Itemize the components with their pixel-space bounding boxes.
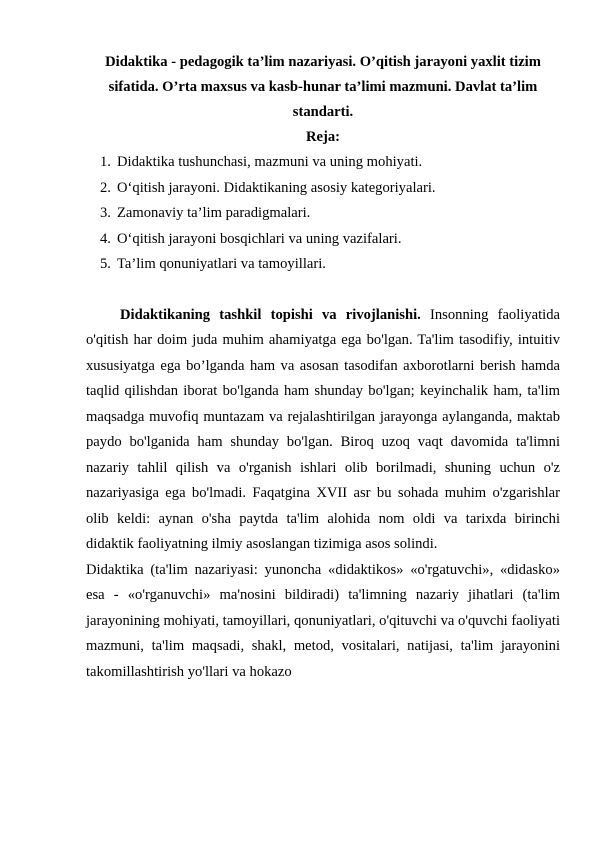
plan-item-text: O‘qitish jarayoni bosqichlari va uning vazifalari. [117, 230, 402, 247]
plan-item-number: 1. [100, 154, 111, 170]
plan-item-text: Didaktika tushunchasi, mazmuni va uning mohiyati. [117, 154, 423, 170]
document-title: Didaktika - pedagogik ta’lim nazariyasi. O’qitish jarayoni yaxlit tizim sifatida. O’rta maxsus va kasb-hunar ta’limi mazmuni. Davlat ta’lim standarti. [105, 54, 541, 120]
paragraph-definition: Didaktika (ta'lim nazariyasi: yunoncha «didaktikos» «o'rgatuvchi», «didasko» esa - «o'rganuvchi» ma'nosini bildiradi) ta'limning nazariy jihatlari (ta'lim jarayonining mohiyati, tamoyillari, qonuniyatlari, o'qituvchi va o'quvchi faoliyati mazmuni, ta'lim maqsadi, shakl, metod, vositalari, natijasi, ta'lim jarayonini takomillashtirish yo'llari va hokazo [86, 561, 560, 680]
blank-line [86, 278, 560, 303]
plan-item [86, 252, 560, 278]
plan-item-number: 2. [100, 179, 111, 196]
paragraph-history [86, 303, 560, 558]
paragraph-lead: Didaktikaning tashkil topishi va rivojlanishi. [120, 306, 421, 323]
plan-list [86, 150, 560, 278]
plan-item-number: 5. [100, 256, 111, 272]
plan-item-number: 4. [100, 230, 111, 247]
plan-item-text: O‘qitish jarayoni. Didaktikaning asosiy kategoriyalari. [117, 179, 436, 196]
plan-item-number: 3. [100, 205, 111, 221]
plan-item-text: Ta’lim qonuniyatlari va tamoyillari. [117, 256, 326, 272]
plan-item [86, 150, 560, 176]
plan-heading: Reja: [305, 129, 341, 145]
plan-item [86, 176, 560, 202]
plan-item [86, 227, 560, 253]
paragraph-text: Insonning faoliyatida o'qitish har doim juda muhim ahamiyatga ega bo'lgan. Ta'lim tasodifiy, intuitiv xususiyatga ega bo’lganda ham va asosan tasodifan axborotlarni berish hamda taqlid qilishdan iborat bo'lganda ham shunday bo'lgan; keyinchalik ham, ta'lim maqsadga muvofiq muntazam va rejalashtirilgan jarayonga aylanganda, maktab paydo bo'lganida ham shunday bo'lgan. Biroq uzoq vaqt davomida ta'limni nazariy tahlil qilish va o'rganish ishlari olib borilmadi, shuning uchun o'z nazariyasiga ega bo'lmadi. Faqatgina XVII asr bu sohada muhim o'zgarishlar olib keldi: aynan o'sha paytda ta'lim alohida nom oldi va tarixda birinchi didaktik faoliyatning ilmiy asoslangan tizimiga asos solindi. [86, 306, 560, 552]
plan-item [86, 201, 560, 227]
plan-item-text: Zamonaviy ta’lim paradigmalari. [117, 205, 311, 221]
